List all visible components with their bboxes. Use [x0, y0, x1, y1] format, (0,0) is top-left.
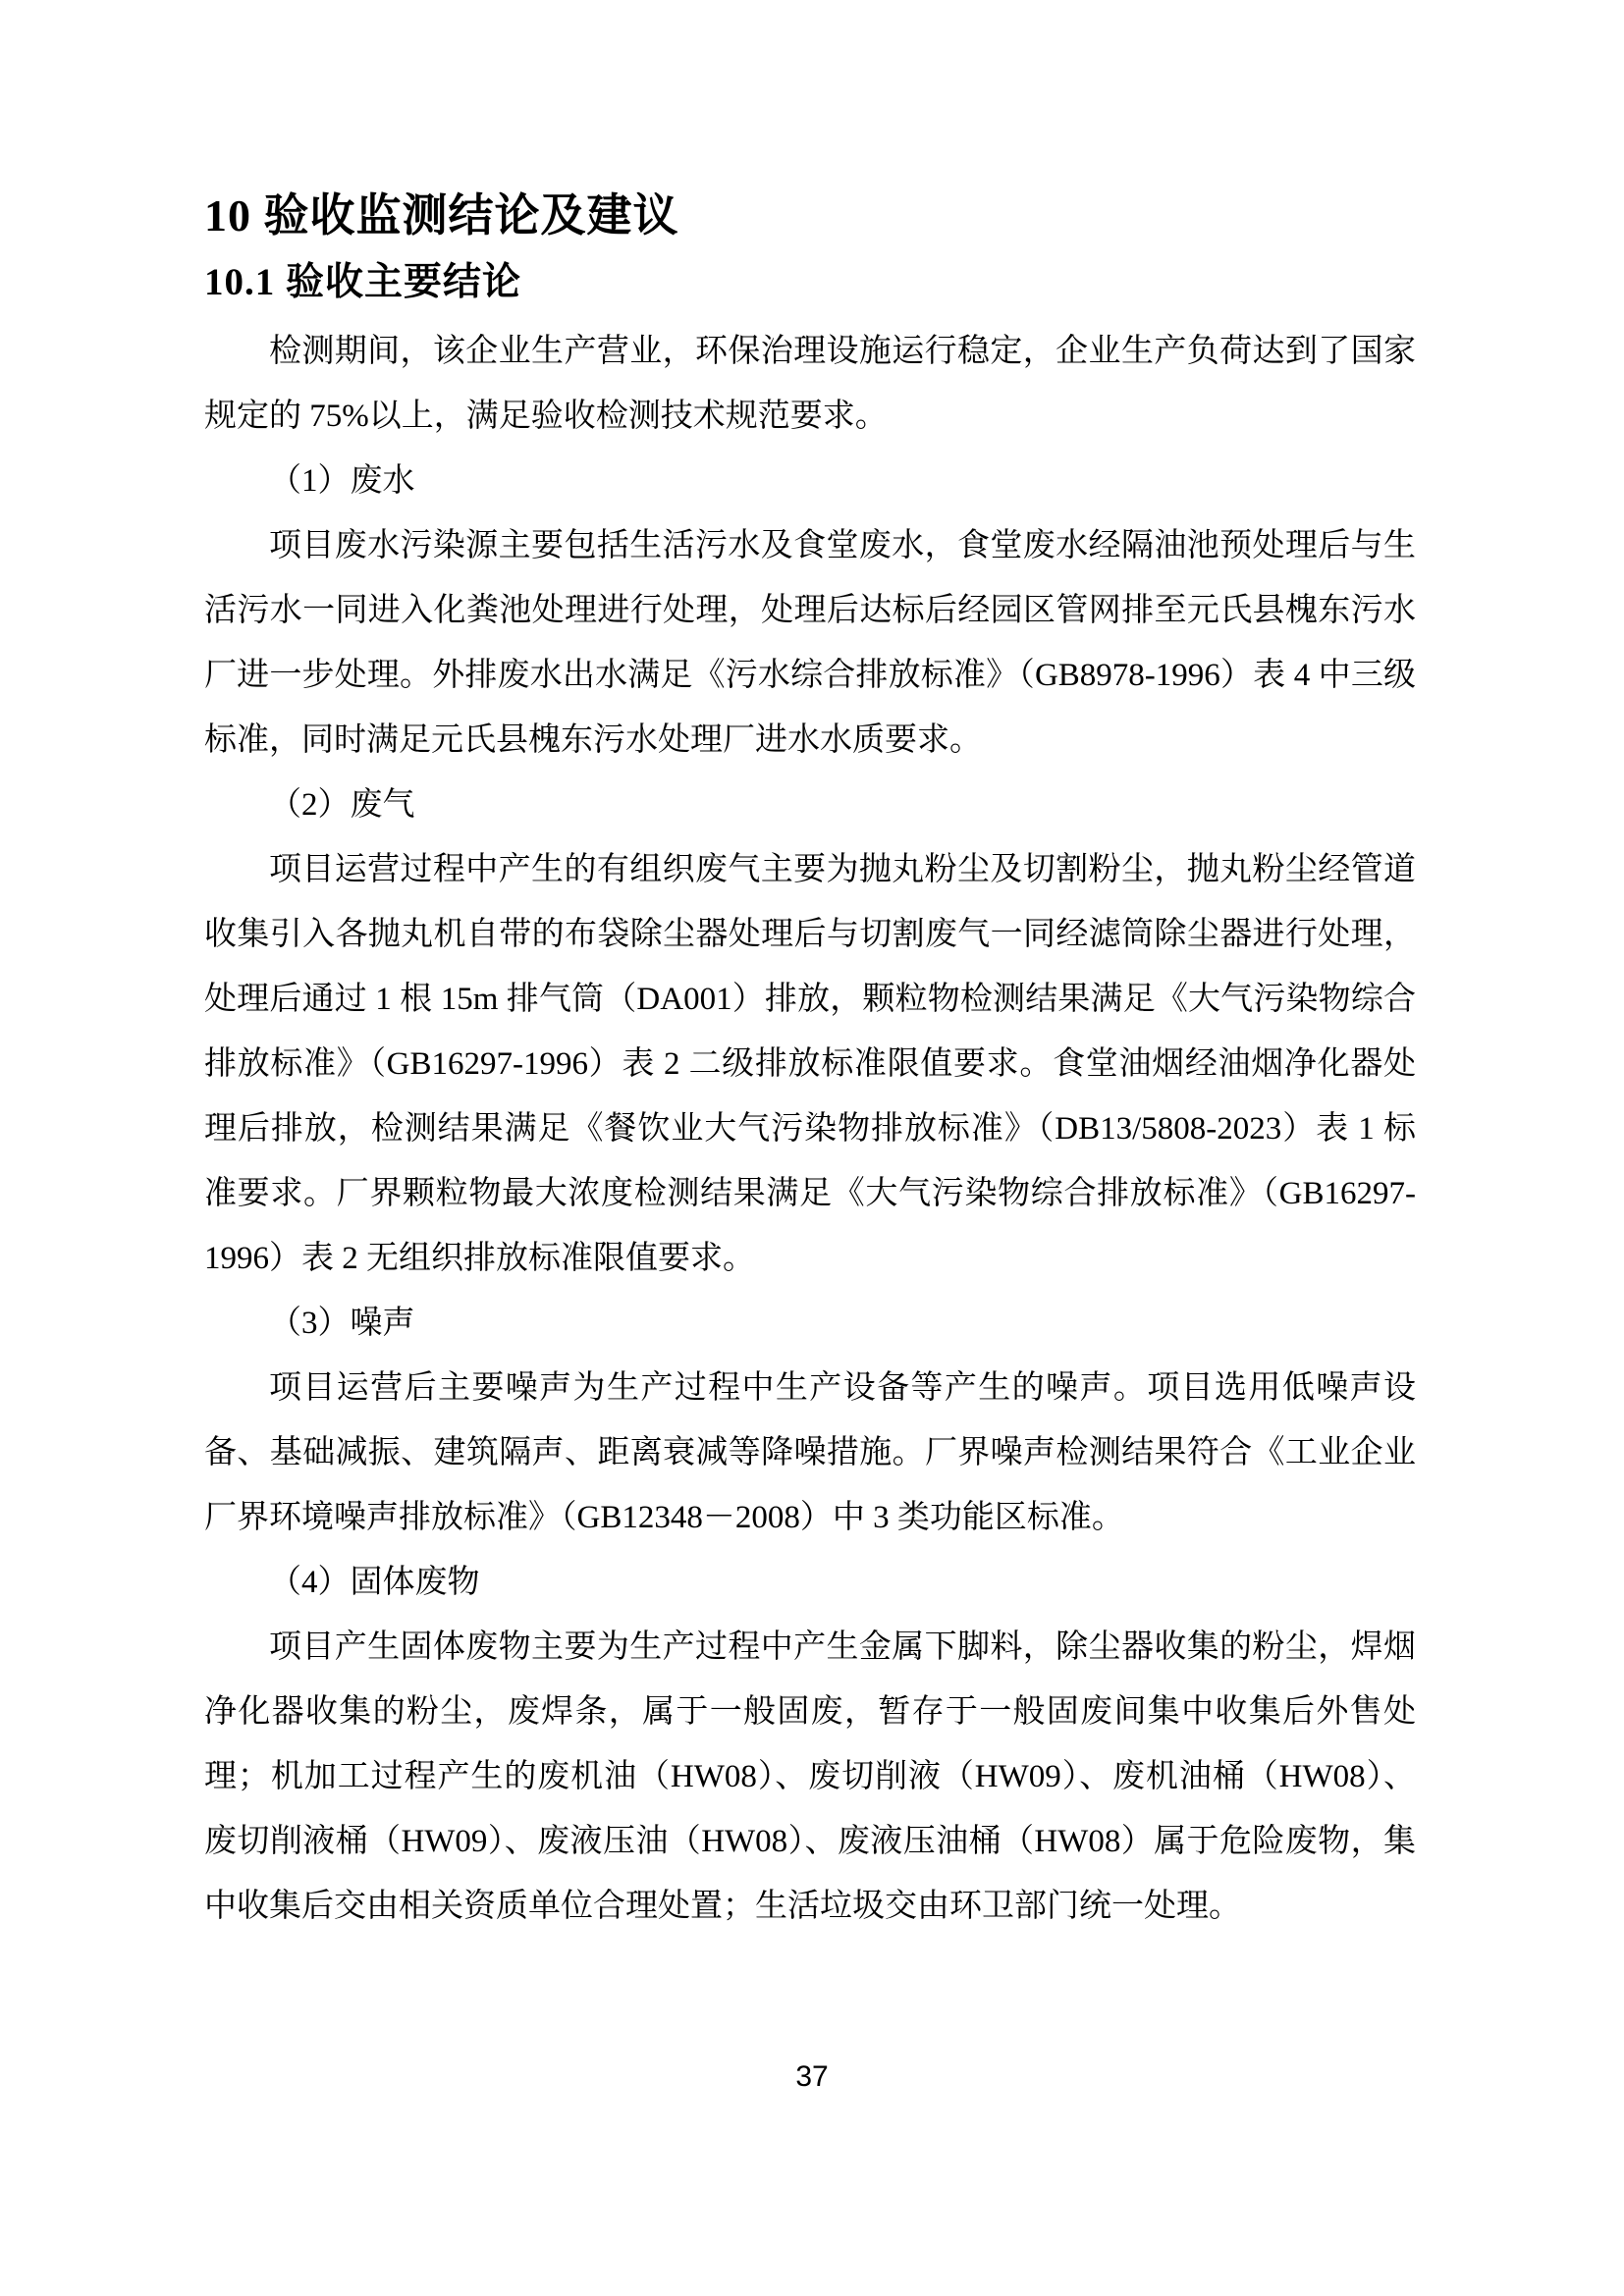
paragraph-solid-waste: 项目产生固体废物主要为生产过程中产生金属下脚料，除尘器收集的粉尘，焊烟净化器收集的粉尘，废焊条，属于一般固废，暂存于一般固废间集中收集后外售处理；机加工过程产生的废机油（HW08）、废切削液（HW09）、废机油桶（HW08）、废切削液桶（HW09）、废液压油（HW08）、废液压油桶（HW08）属于危险废物，集中收集后交由相关资质单位合理处置；生活垃圾交由环卫部门统一处理。 [204, 1629, 1416, 1924]
paragraph-wastewater: 项目废水污染源主要包括生活污水及食堂废水，食堂废水经隔油池预处理后与生活污水一同进入化粪池处理进行处理，处理后达标后经园区管网排至元氏县槐东污水厂进一步处理。外排废水出水满足《污水综合排放标准》（GB8978-1996）表 4 中三级标准，同时满足元氏县槐东污水处理厂进水水质要求。 [204, 528, 1416, 758]
paragraph-overview: 检测期间，该企业生产营业，环保治理设施运行稳定，企业生产负荷达到了国家规定的 75%以上，满足验收检测技术规范要求。 [204, 334, 1416, 434]
item-label-waste-gas: （2）废气 [269, 787, 415, 823]
page-number: 37 [795, 2060, 829, 2093]
item-label-solid-waste: （4）固体废物 [269, 1565, 480, 1600]
paragraph-waste-gas: 项目运营过程中产生的有组织废气主要为抛丸粉尘及切割粉尘，抛丸粉尘经管道收集引入各抛丸机自带的布袋除尘器处理后与切割废气一同经滤筒除尘器进行处理，处理后通过 1 根 15m 排气筒（DA001）排放，颗粒物检测结果满足《大气污染物综合排放标准》（GB16297-1996）表 2 二级排放标准限值要求。食堂油烟经油烟净化器处理后排放，检测结果满足《餐饮业大气污染物排放标准》（DB13/5808-2023）表 1 标准要求。厂界颗粒物最大浓度检测结果满足《大气污染物综合排放标准》（GB16297-1996）表 2 无组织排放标准限值要求。 [204, 852, 1416, 1276]
item-label-wastewater: （1）废水 [269, 463, 415, 499]
page-content [204, 191, 1416, 1939]
section-heading: 10 验收监测结论及建议 [204, 190, 679, 240]
item-label-noise: （3）噪声 [269, 1306, 415, 1341]
paragraph-noise: 项目运营后主要噪声为生产过程中生产设备等产生的噪声。项目选用低噪声设备、基础减振、建筑隔声、距离衰减等降噪措施。厂界噪声检测结果符合《工业企业厂界环境噪声排放标准》（GB12348－2008）中 3 类功能区标准。 [204, 1370, 1416, 1535]
subsection-heading: 10.1 验收主要结论 [204, 261, 522, 303]
